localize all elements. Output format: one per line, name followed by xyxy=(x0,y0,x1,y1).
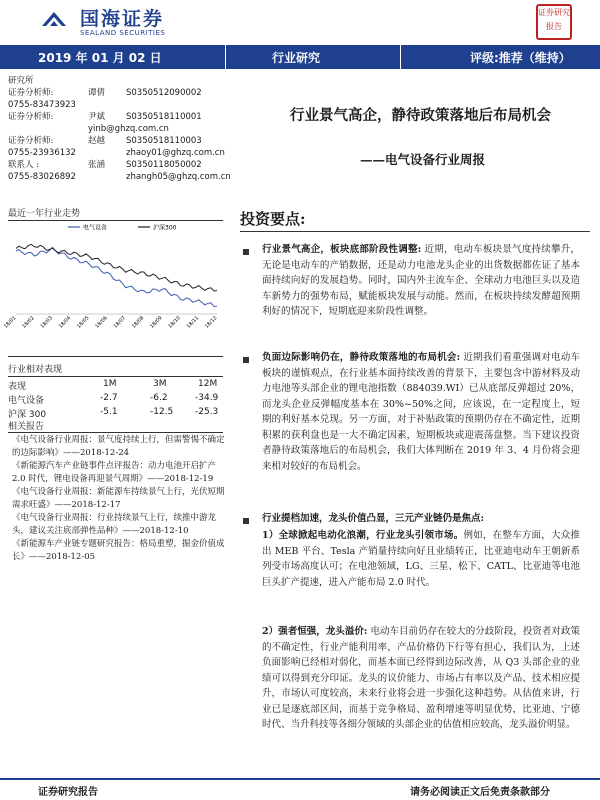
header-bar xyxy=(0,45,600,69)
series-line xyxy=(16,247,217,306)
analyst-name: 尹斌 xyxy=(88,112,106,122)
analyst-role: 联系人 : xyxy=(8,160,40,170)
report-type: 行业研究 xyxy=(272,51,321,65)
related-report-link[interactable]: 《新能源车产业链专题研究报告：格局重塑，掘金价值成长》——2018-12-05 xyxy=(12,539,225,562)
analyst-contact: 0755-83026892 xyxy=(8,172,76,182)
table-cell: 沪深 300 xyxy=(8,410,47,420)
divider xyxy=(225,45,226,69)
paragraph-2 xyxy=(262,350,580,474)
item-text: 例如，在整车方面，大众推出 MEB 平台、Tesla 产销量持续向好且业绩转正，比亚迪电动车王朝新系列受市场高度认可；在电池领域，LG、三星、松下、CATL、比亚迪等电池巨头扩产提速，进入产能布局 2.0 时代。 xyxy=(262,530,580,588)
table-row xyxy=(8,392,223,406)
bullet-icon xyxy=(243,249,249,255)
x-tick-label: 18/07 xyxy=(112,315,128,330)
analyst-role: 证券分析师: xyxy=(8,136,54,146)
related-report-link[interactable]: 《电气设备行业周报：景气度持续上行，但需警惕不确定的边际影响》——2018-12-24 xyxy=(12,435,225,458)
column-header: 12M xyxy=(198,379,218,389)
divider xyxy=(400,45,401,69)
analyst-name: 谭倩 xyxy=(88,88,106,98)
performance-heading: 行业相对表现 xyxy=(8,365,63,375)
table-row xyxy=(8,406,223,420)
legend-label: 电气设备 xyxy=(83,224,108,232)
chart-heading: 最近一年行业走势 xyxy=(8,209,81,219)
x-tick-label: 18/05 xyxy=(76,315,91,330)
analyst-name: 张涵 xyxy=(88,160,106,170)
report-date: 2019 年 01 月 02 日 xyxy=(38,51,162,65)
list-item: 2）强者恒强，龙头溢价: 电动车目前仍存在较大的分歧阶段，投资者对政策的不确定性，行业产能利用率，产品价格仍下行等有担心，我们认为，上述负面影响已经相对弱化，而基本面已经得到边际改善，从 Q3 头部企业的业绩可以得到充分印证。龙头的议价能力、市场占有率以及产品、技术相应提升，市场认可度较高，未来行业将会进一步强化这种趋势。从估值来讲，行业已是逐底部区间，而基于竞争格局、盈利增速等明显优势，比亚迪、宁德时代、当升科技等各细分领域的头部企业的估值相应较高，龙头溢价明显。 xyxy=(262,626,580,730)
divider xyxy=(240,231,590,232)
divider xyxy=(8,432,223,433)
paragraph-text: 近期我们看重强调对电动车板块的谨慎观点，在行业基本面持续改善的背景下，主要包含中游材料及动力电池等头部企业的锂电池指数（884039.WI）已从底部反弹超过 20%，而龙头企业反弹幅度基本在 30%~50%之间，应该说，在一定程度上，短期的利好基本兑现。另一方面，对于补贴政策的预期仍存在不确定性，近期积累的获利盘也是一大不确定因素，短期板块或迎震荡盘整。当下建议投资者静待政策落地后的布局机会，我们大体判断在 2019 年 3、4 月份将会迎来相对较好的布局机会。 xyxy=(262,352,580,472)
analyst-role: 证券分析师: xyxy=(8,88,54,98)
analyst-contact: yinb@ghzq.com.cn xyxy=(88,124,169,134)
x-tick-label: 18/04 xyxy=(57,315,73,330)
x-tick-label: 18/09 xyxy=(149,315,164,330)
series-line xyxy=(16,244,217,291)
divider xyxy=(8,376,223,377)
paragraph-3 xyxy=(262,511,580,527)
x-tick-label: 18/10 xyxy=(167,315,182,330)
table-cell: -6.2 xyxy=(150,393,168,403)
rating: 评级:推荐（维持） xyxy=(470,51,571,65)
table-cell: 电气设备 xyxy=(8,396,45,406)
related-heading: 相关报告 xyxy=(8,422,45,432)
legend-label: 沪深300 xyxy=(153,224,177,232)
bullet-icon xyxy=(243,357,249,363)
paragraph-text: 近期，电动车板块景气度持续攀升，无论是电动车的产销数据，还是动力电池龙头企业的出货数据都佐证了基本面持续向好的发展趋势。同时，国内外主流车企、全球动力电池巨头以及造车新势力的强势布局，赋能板块发展与动能。然而，在板块持续发酵超预期利好的情况下，短期底迎来阶段性调整。 xyxy=(262,244,580,317)
paragraph-lead: 负面边际影响仍在，静待政策落地的布局机会: xyxy=(262,352,461,363)
analyst-id: S0350512090002 xyxy=(126,88,202,98)
analyst-id: S0350518110001 xyxy=(126,112,202,122)
paragraph-1 xyxy=(262,242,580,320)
table-cell: -34.9 xyxy=(195,393,219,403)
table-cell: -12.5 xyxy=(150,407,174,417)
report-subtitle: ——电气设备行业周报 xyxy=(360,152,486,167)
table-cell: -5.1 xyxy=(100,407,118,417)
invest-title: 投资要点: xyxy=(240,210,306,228)
sealand-logo-icon xyxy=(40,8,68,30)
analyst-id: S0350118050002 xyxy=(126,160,202,170)
related-reports-list xyxy=(12,434,227,564)
bullet-icon xyxy=(243,518,249,524)
column-header: 表现 xyxy=(8,382,27,392)
table-cell: -25.3 xyxy=(195,407,219,417)
footer-disclaimer: 请务必阅读正文后免责条款部分 xyxy=(410,787,550,798)
analyst-contact: 0755-83473923 xyxy=(8,100,76,110)
footer-left: 证券研究报告 xyxy=(38,787,98,798)
related-report-link[interactable]: 《电气设备行业周报：新能源车持续景气上行，光伏短期需求旺盛》——2018-12-17 xyxy=(12,487,225,510)
column-header: 1M xyxy=(103,379,117,389)
divider xyxy=(8,356,223,357)
brand-name-en: SEALAND SECURITIES xyxy=(80,29,166,37)
brand-name-cn: 国海证券 xyxy=(80,8,165,30)
analyst-id: S0350518110003 xyxy=(126,136,202,146)
report-title: 行业景气高企，静待政策落地后布局机会 xyxy=(290,107,551,124)
analyst-name: 赵越 xyxy=(88,136,106,146)
related-report-link[interactable]: 《电气设备行业周报：行业持续景气上行，续推中游龙头，建议关注底部弹性品种》——2018-12-10 xyxy=(12,513,217,536)
paragraph-lead: 行业提档加速，龙头价值凸显，三元产业链仍是焦点: xyxy=(262,513,485,524)
x-tick-label: 18/02 xyxy=(21,315,36,330)
analyst-heading: 研究所 xyxy=(8,76,34,86)
analyst-contact: 0755-23936132 xyxy=(8,148,76,158)
column-header: 3M xyxy=(153,379,167,389)
x-tick-label: 18/03 xyxy=(39,315,54,330)
x-tick-label: 18/06 xyxy=(94,315,109,330)
analyst-email: zhangh05@ghzq.com.cn xyxy=(126,172,231,182)
item-lead: 全球掀起电动化浪潮，行业龙头引领市场。 xyxy=(278,530,464,541)
x-tick-label: 18/12 xyxy=(203,315,219,330)
report-seal: 证券研究报告 xyxy=(536,4,572,40)
related-report-link[interactable]: 《新能源汽车产业链事件点评报告：动力电池开启扩产 2.0 时代，锂电设备再迎景气周期》——2018-12-19 xyxy=(12,461,217,484)
table-header xyxy=(8,378,223,392)
list-item: 1）全球掀起电动化浪潮，行业龙头引领市场。例如，在整车方面，大众推出 MEB 平台、Tesla 产销量持续向好且业绩转正，比亚迪电动车王朝新系列受市场高度认可；在电池领域，LG、三星、松下、CATL、比亚迪等电池巨头扩产提速，进入产能布局 2.0 时代。 xyxy=(262,530,580,588)
industry-trend-chart xyxy=(2,220,223,340)
performance-table xyxy=(8,378,223,420)
x-tick-label: 18/01 xyxy=(2,315,18,330)
analyst-role: 证券分析师: xyxy=(8,112,54,122)
item-lead: 强者恒强，龙头溢价: xyxy=(278,626,368,637)
paragraph-lead: 行业景气高企，板块底部阶段性调整: xyxy=(262,244,422,255)
table-cell: -2.7 xyxy=(100,393,118,403)
analyst-list xyxy=(8,75,243,183)
footer-rule xyxy=(0,778,600,780)
item-text: 电动车目前仍存在较大的分歧阶段，投资者对政策的不确定性，行业产能利用率，产品价格仍下行等有担心，我们认为，上述负面影响已经相对弱化，而基本面已经得到边际改善，从 Q3 头部企业的业绩可以得到充分印证。龙头的议价能力、市场占有率以及产品、技术相应提升，市场认可度较高，未来行业将会进一步强化这种趋势。从估值来讲，行业已是逐底部区间，而基于竞争格局、盈利增速等明显优势，比亚迪、宁德时代、当升科技等各细分领域的头部企业的估值相应较高，龙头溢价明显。 xyxy=(262,626,580,730)
analyst-email: zhaoy01@ghzq.com.cn xyxy=(126,148,225,158)
x-tick-label: 18/11 xyxy=(185,315,201,330)
x-tick-label: 18/08 xyxy=(130,315,146,330)
